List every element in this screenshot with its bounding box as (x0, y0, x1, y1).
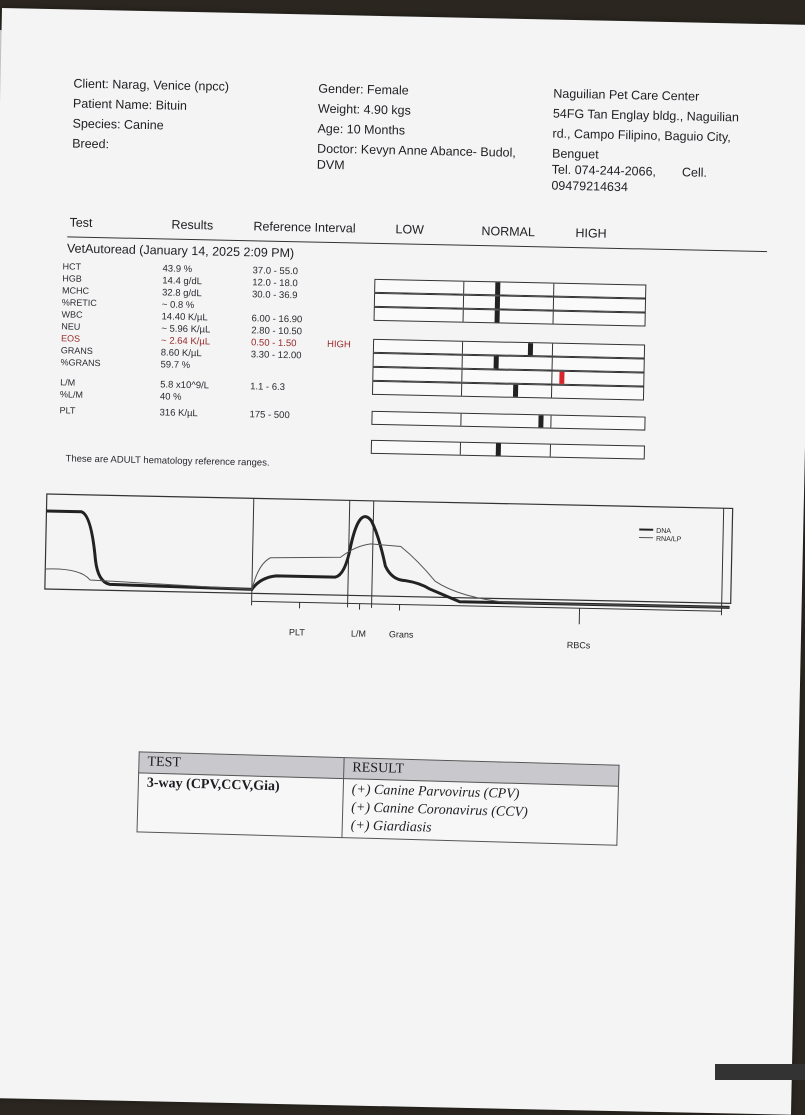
result-reference: 1.1 - 6.3 (250, 381, 285, 393)
range-bar-lm (371, 411, 645, 431)
result-value: 8.60 K/µL (161, 347, 202, 359)
range-bar-plt (371, 440, 645, 460)
result-reference: 37.0 - 55.0 (252, 265, 298, 277)
result-reference: 2.80 - 10.50 (251, 325, 302, 337)
col-test: Test (69, 215, 92, 229)
col-normal: NORMAL (481, 224, 535, 239)
tel: Tel. 074-244-2066, (552, 163, 657, 179)
result-value: ~ 0.8 % (162, 299, 195, 311)
result-ccv: (+) Canine Coronavirus (CCV) (351, 799, 609, 824)
breed: Breed: (72, 134, 228, 157)
result-reference: 0.50 - 1.50 (251, 337, 297, 349)
result-value: 59.7 % (160, 359, 190, 371)
age: Age: 10 Months (317, 119, 516, 143)
doctor: Doctor: Kevyn Anne Abance- Budol, (317, 139, 516, 163)
result-name: NEU (61, 321, 80, 331)
th-result: RESULT (344, 758, 619, 787)
result-name: MCHC (62, 285, 89, 296)
result-value: ~ 2.64 K/µL (161, 335, 210, 347)
dot-plot-histogram (39, 489, 742, 654)
corner-object (715, 1064, 805, 1080)
result-name: HGB (62, 273, 82, 283)
lab-report-page (0, 8, 805, 1115)
result-value: 40 % (160, 391, 182, 402)
result-name: L/M (60, 377, 75, 387)
result-flag: HIGH (327, 339, 351, 350)
cell-label: Cell. (682, 165, 707, 180)
result-reference: 6.00 - 16.90 (251, 313, 302, 325)
legend-rnalp: RNA/LP (656, 536, 682, 544)
autoread-title: VetAutoread (January 14, 2025 2:09 PM) (67, 241, 294, 260)
clinic-address-3: Benguet (552, 144, 738, 168)
clinic-info (551, 84, 739, 200)
col-low: LOW (395, 222, 424, 237)
col-results: Results (171, 218, 213, 233)
label-plt: PLT (289, 627, 306, 637)
result-name: HCT (62, 261, 81, 271)
result-reference: 3.30 - 12.00 (251, 349, 302, 361)
clinic-address-2: rd., Campo Filipino, Baguio City, (552, 124, 738, 148)
reference-note: These are ADULT hematology reference ranges. (65, 453, 269, 468)
cell-number: 09479214634 (551, 176, 737, 200)
th-test: TEST (139, 752, 345, 779)
label-grans: Grans (389, 629, 414, 640)
result-cpv: (+) Canine Parvovirus (CPV) (351, 781, 609, 806)
result-value: 5.8 x10^9/L (160, 379, 209, 391)
clinic-address-1: 54FG Tan Englay bldg., Naguilian (553, 104, 739, 128)
serology-table (136, 751, 619, 845)
result-name: WBC (61, 309, 82, 319)
result-value: ~ 5.96 K/µL (161, 323, 210, 335)
result-value: 32.8 g/dL (162, 287, 202, 299)
doctor-title: DVM (317, 155, 516, 179)
graph-end-line (721, 508, 723, 615)
test-results (342, 779, 619, 846)
result-reference: 175 - 500 (249, 409, 289, 421)
species: Species: Canine (72, 114, 228, 137)
col-high: HIGH (575, 226, 607, 241)
result-name: PLT (59, 405, 75, 415)
result-name: EOS (61, 333, 80, 343)
label-rbcs: RBCs (567, 640, 591, 651)
result-giardia: (+) Giardiasis (350, 817, 608, 842)
column-headers (68, 215, 768, 230)
weight: Weight: 4.90 kgs (318, 99, 517, 123)
label-lm: L/M (351, 628, 366, 638)
patient-details (317, 79, 518, 179)
clinic-name: Naguilian Pet Care Center (553, 84, 739, 108)
result-value: 14.40 K/µL (161, 311, 207, 323)
client-info (72, 74, 229, 157)
result-value: 14.4 g/dL (162, 275, 202, 287)
client-name: Client: Narag, Venice (npcc) (73, 74, 229, 97)
result-value: 316 K/µL (159, 407, 197, 419)
result-value: 43.9 % (162, 263, 192, 275)
legend-dna: DNA (656, 528, 671, 535)
dna-curve (45, 510, 732, 607)
col-reference: Reference Interval (253, 219, 355, 235)
result-name: GRANS (61, 345, 93, 356)
gender: Gender: Female (318, 79, 517, 103)
patient-name: Patient Name: Bituin (73, 94, 229, 117)
result-name: %GRANS (60, 357, 100, 368)
result-name: %RETIC (62, 297, 97, 308)
result-reference: 12.0 - 18.0 (252, 277, 298, 289)
lm-divider-right (372, 501, 374, 608)
result-name: %L/M (60, 389, 83, 399)
test-name: 3-way (CPV,CCV,Gia) (137, 773, 344, 838)
result-reference: 30.0 - 36.9 (252, 289, 298, 301)
